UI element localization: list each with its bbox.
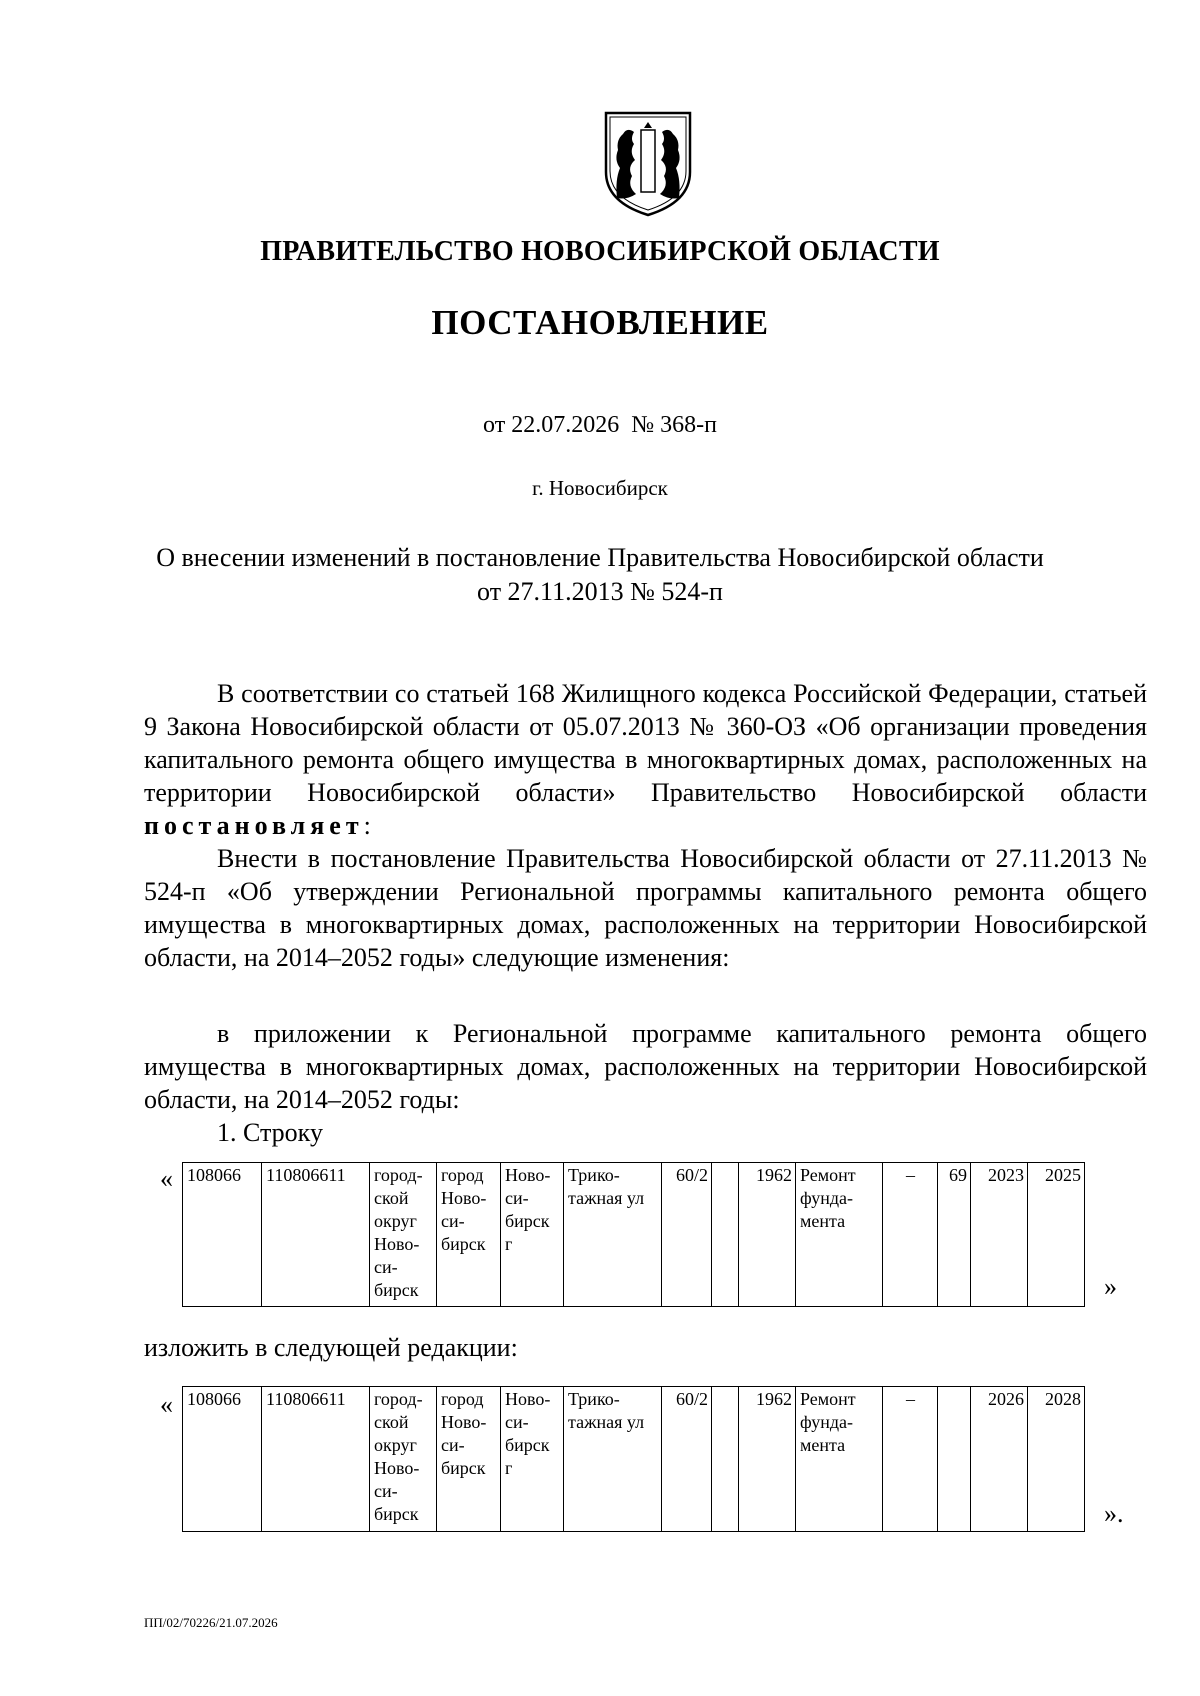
old-row-table <box>182 1162 1085 1307</box>
table-cell: 108066 <box>183 1163 262 1307</box>
coat-of-arms-emblem <box>603 110 693 218</box>
document-subject <box>0 541 1200 609</box>
table-cell: – <box>883 1163 938 1307</box>
table-cell: 60/2 <box>662 1387 712 1532</box>
table-cell: 1962 <box>739 1163 796 1307</box>
preamble-text: В соответствии со статьей 168 Жилищного кодекса Российской Федерации, статьей 9 Закона Новосибирской области от 05.07.2013 № 360-ОЗ «Об организации проведения капитального ремонта общего имущества в многоквартирных домах, расположенных на территории Новосибирской области» Правительство Новосибирской области <box>144 679 1147 807</box>
table-cell: город-ской округ Ново-си-бирск <box>370 1387 437 1532</box>
table-cell: Ремонт фунда-мента <box>796 1387 883 1532</box>
document-footer-code: ПП/02/70226/21.07.2026 <box>144 1615 278 1630</box>
new-row-open-quote: « <box>160 1390 173 1419</box>
new-row-table <box>182 1386 1085 1532</box>
appendix-paragraph: в приложении к Региональной программе капитального ремонта общего имущества в многоквартирных домах, расположенных на территории Новосибирской области, на 2014–2052 годы: <box>144 1019 1147 1114</box>
subject-line-1: О внесении изменений в постановление Правительства Новосибирской области <box>156 543 1044 572</box>
item-1-paragraph: 1. Строку <box>217 1118 323 1147</box>
subject-line-2: от 27.11.2013 № 524-п <box>477 577 723 606</box>
table-cell: город-ской округ Ново-си-бирск <box>370 1163 437 1307</box>
table-cell: 2028 <box>1028 1387 1085 1532</box>
table-cell: 60/2 <box>662 1163 712 1307</box>
table-cell: Ново-си-бирск г <box>501 1163 564 1307</box>
table-cell: 108066 <box>183 1387 262 1532</box>
table-cell: город Ново-си-бирск <box>437 1387 501 1532</box>
document-city: г. Новосибирск <box>532 476 668 500</box>
new-row-close-quote: ». <box>1104 1499 1124 1528</box>
table-cell: город Ново-си-бирск <box>437 1163 501 1307</box>
table-cell <box>712 1387 739 1532</box>
table-cell: Ремонт фунда-мента <box>796 1163 883 1307</box>
table-cell: 110806611 <box>262 1387 370 1532</box>
table-cell: 2025 <box>1028 1163 1085 1307</box>
table-cell: – <box>883 1387 938 1532</box>
table-cell: Ново-си-бирск г <box>501 1387 564 1532</box>
organization-name: ПРАВИТЕЛЬСТВО НОВОСИБИРСКОЙ ОБЛАСТИ <box>260 236 940 267</box>
amendment-paragraph: Внести в постановление Правительства Новосибирской области от 27.11.2013 № 524-п «Об утверждении Региональной программы капитального ремонта общего имущества в многоквартирных домах, расположенных на территории Новосибирской области, на 2014–2052 годы» следующие изменения: <box>144 844 1147 972</box>
document-type: ПОСТАНОВЛЕНИЕ <box>431 303 769 342</box>
table-cell <box>938 1387 971 1532</box>
table-row <box>183 1387 1085 1532</box>
document-body-continued <box>144 1017 1147 1149</box>
table-cell: 1962 <box>739 1387 796 1532</box>
table-cell: 2023 <box>971 1163 1028 1307</box>
old-row-open-quote: « <box>160 1164 173 1193</box>
table-cell: Трико-тажная ул <box>564 1387 662 1532</box>
old-row-close-quote: » <box>1104 1272 1117 1301</box>
table-cell: 69 <box>938 1163 971 1307</box>
table-cell: 2026 <box>971 1387 1028 1532</box>
preamble-end: : <box>363 811 371 840</box>
preamble-paragraph <box>144 677 1147 842</box>
table-cell <box>712 1163 739 1307</box>
table-cell: 110806611 <box>262 1163 370 1307</box>
resolves-word: постановляет <box>144 811 364 840</box>
document-body <box>144 677 1147 974</box>
document-date-number: от 22.07.2026 № 368-п <box>483 412 717 438</box>
restate-text: изложить в следующей редакции: <box>144 1333 518 1362</box>
table-row <box>183 1163 1085 1307</box>
table-cell: Трико-тажная ул <box>564 1163 662 1307</box>
